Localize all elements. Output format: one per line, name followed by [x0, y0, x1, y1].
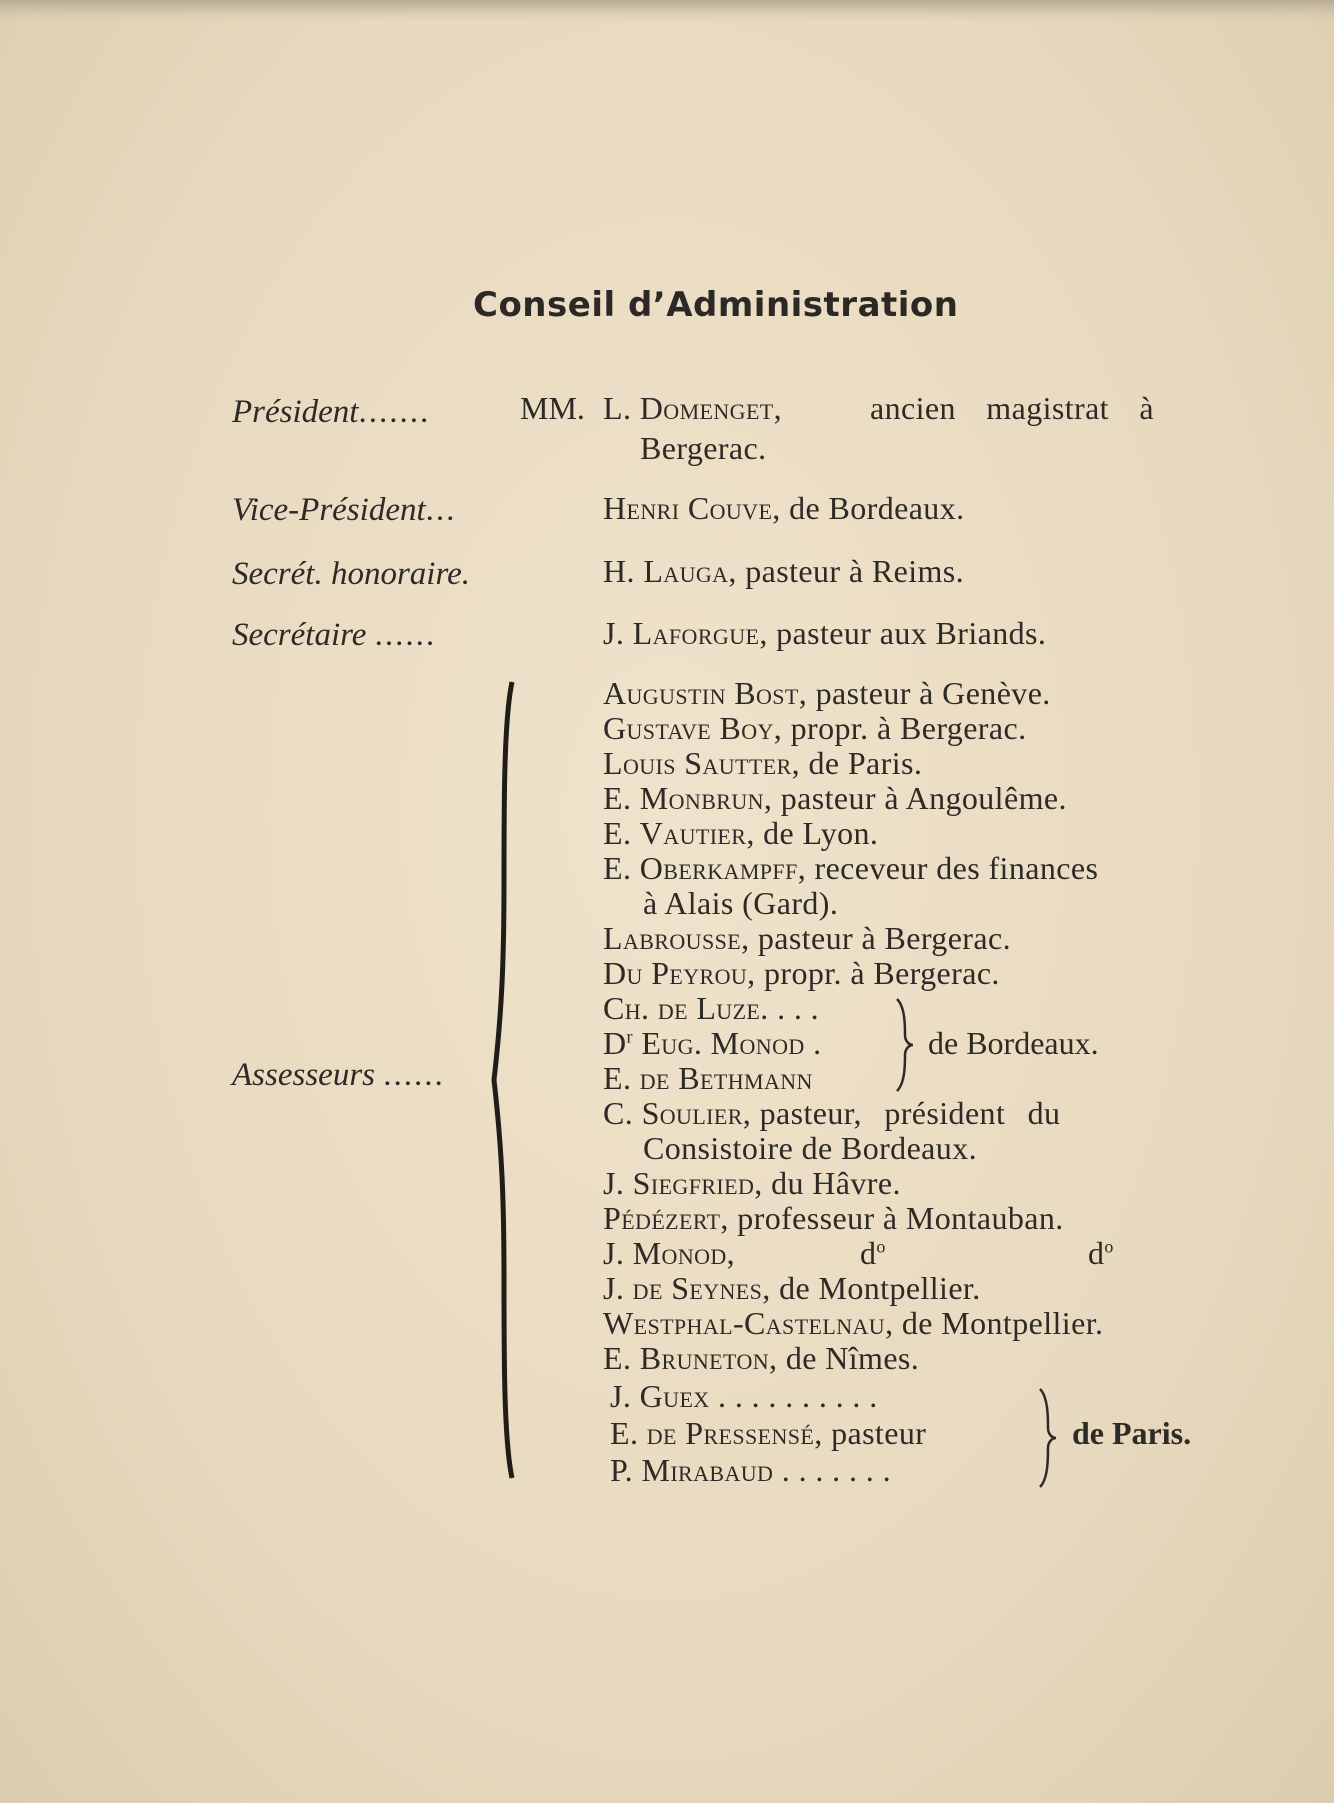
assesseur-initial: E. — [603, 815, 632, 851]
role-vice-president — [232, 492, 456, 529]
vice-president-rest: de Bordeaux. — [789, 490, 965, 526]
assesseur-prefix: $D^r$ — [603, 1025, 633, 1061]
assesseur-initial: P. — [610, 1452, 634, 1488]
assesseur-detail: de Paris. — [808, 745, 923, 781]
secretaire-line — [603, 615, 1046, 652]
assesseur-name: Soulier, — [641, 1095, 752, 1131]
assesseur-name: Guex — [639, 1378, 710, 1414]
assesseur-line — [603, 955, 1000, 992]
president-title: ancien magistrat à — [870, 390, 1154, 426]
assesseur-name: Siegfried, — [632, 1165, 763, 1201]
assesseur-name: Du Peyrou, — [603, 955, 756, 991]
assesseur-line — [603, 1235, 735, 1272]
assesseur-detail: receveur des finances — [814, 850, 1099, 886]
assesseur-initial: E. — [603, 850, 632, 886]
assesseur-detail: pasteur à Angoulême. — [780, 780, 1067, 816]
assesseur-name: Monod, — [632, 1235, 736, 1271]
role-assesseurs — [232, 1057, 445, 1094]
assesseur-line — [603, 1060, 813, 1097]
assesseur-line — [603, 815, 878, 852]
vice-president-line — [603, 490, 965, 527]
assesseur-detail: pasteur à Bergerac. — [757, 920, 1011, 956]
assesseur-detail: . . . — [777, 990, 820, 1026]
role-assesseurs-dots: ...... — [383, 1057, 445, 1093]
assesseur-name: de Pressensé, — [646, 1415, 823, 1451]
paris-group-label: de Paris. — [1072, 1415, 1192, 1451]
assesseur-line — [603, 1270, 981, 1307]
assesseur-line — [603, 1200, 1064, 1237]
assesseur-line — [603, 1165, 901, 1202]
assesseur-detail: pasteur — [831, 1415, 927, 1451]
secretaire-name: Laforgue, — [632, 615, 768, 651]
role-vice-president-dots: ... — [425, 492, 457, 528]
role-vice-president-label: Vice-Président — [232, 492, 426, 528]
role-assesseurs-label: Assesseurs — [232, 1057, 376, 1093]
assesseur-name: Oberkampff, — [639, 850, 807, 886]
assesseur-name: Labrousse, — [603, 920, 750, 956]
assesseur-detail: . . . . . . . — [781, 1452, 891, 1488]
assesseur-line — [603, 675, 1051, 712]
assesseur-line — [603, 1305, 1103, 1342]
page-title: Conseil d’Administration — [473, 285, 959, 325]
assesseur-initial: E. — [610, 1415, 639, 1451]
assesseur-name: de Bethmann — [639, 1060, 813, 1096]
president-line-1 — [603, 390, 782, 427]
assesseur-detail: . . . . . . . . . . — [718, 1378, 878, 1414]
assesseur-name: Eug. Monod — [641, 1025, 805, 1061]
ditto-mark: $d^o$ — [860, 1235, 886, 1271]
assesseur-name: Monbrun, — [639, 780, 773, 816]
assesseur-initial: J. — [603, 1235, 625, 1271]
assesseur-name: Pédézert, — [603, 1200, 729, 1236]
role-secret-honoraire: Secrét. honoraire. — [232, 556, 470, 592]
secret-honoraire-line — [603, 553, 964, 590]
ditto-mark: $d^o$ — [1088, 1235, 1114, 1271]
assesseur-initial: E. — [603, 1340, 632, 1376]
assesseur-detail: pasteur à Genève. — [815, 675, 1051, 711]
assesseur-name: Gustave Boy, — [603, 710, 783, 746]
assesseur-line — [610, 1378, 878, 1415]
role-secretaire — [232, 617, 436, 654]
assesseur-detail: de Montpellier. — [901, 1305, 1104, 1341]
assesseur-detail: pasteur, président du — [759, 1095, 1061, 1131]
role-president-dots: ....... — [358, 394, 431, 430]
assesseur-line — [603, 1025, 821, 1062]
assesseur-initial: J. — [610, 1378, 632, 1414]
assesseur-detail: propr. à Bergerac. — [790, 710, 1027, 746]
role-president — [232, 394, 430, 431]
secret-honoraire-initial: H. — [603, 553, 635, 589]
assesseur-initial: E. — [603, 1060, 632, 1096]
assesseurs-brace — [490, 680, 530, 1480]
assesseur-name: Augustin Bost, — [603, 675, 808, 711]
assesseur-line — [603, 850, 1098, 887]
mm-label: MM. — [520, 390, 585, 426]
assesseur-line — [603, 1340, 919, 1377]
assesseur-detail: . — [813, 1025, 822, 1061]
vice-president-name: Henri Couve, — [603, 490, 781, 526]
president-initial: L. — [603, 390, 632, 426]
role-president-label: Président — [232, 394, 359, 430]
assesseur-initial: C. — [603, 1095, 634, 1131]
assesseur-initial: J. — [603, 1165, 625, 1201]
assesseur-line — [610, 1452, 891, 1489]
assesseur-name: Vautier, — [639, 815, 755, 851]
assesseur-detail: professeur à Montauban. — [737, 1200, 1064, 1236]
assesseur-continuation: Consistoire de Bordeaux. — [643, 1130, 977, 1166]
assesseur-line — [603, 710, 1026, 747]
assesseur-name: Westphal-Castelnau, — [603, 1305, 894, 1341]
president-line-2: Bergerac. — [640, 430, 767, 466]
paris-brace — [1036, 1385, 1060, 1491]
assesseur-name: de Seynes, — [632, 1270, 771, 1306]
assesseur-line — [603, 780, 1067, 817]
assesseur-detail: du Hâvre. — [771, 1165, 901, 1201]
assesseur-name: Louis Sautter, — [603, 745, 801, 781]
assesseur-line — [603, 990, 819, 1027]
role-secretaire-label: Secrétaire — [232, 617, 367, 653]
page-edge-shadow — [0, 0, 1334, 22]
assesseur-line — [603, 745, 922, 782]
assesseur-detail: de Montpellier. — [779, 1270, 981, 1306]
assesseur-initial: E. — [603, 780, 632, 816]
assesseur-continuation: à Alais (Gard). — [643, 885, 839, 921]
secretaire-rest: pasteur aux Briands. — [776, 615, 1047, 651]
assesseur-line — [603, 1095, 1060, 1132]
assesseur-name: Ch. de Luze. — [603, 990, 769, 1026]
assesseur-detail: de Nîmes. — [785, 1340, 920, 1376]
role-secretaire-dots: ...... — [374, 617, 437, 653]
assesseur-detail: de Lyon. — [763, 815, 879, 851]
bordeaux-brace — [893, 995, 917, 1095]
bordeaux-group-label: de Bordeaux. — [928, 1025, 1099, 1061]
president-name: Domenget, — [639, 390, 783, 426]
assesseur-line — [603, 920, 1011, 957]
assesseur-initial: J. — [603, 1270, 625, 1306]
secret-honoraire-rest: pasteur à Reims. — [745, 553, 965, 589]
secretaire-initial: J. — [603, 615, 625, 651]
secret-honoraire-name: Lauga, — [643, 553, 737, 589]
assesseur-name: Mirabaud — [641, 1452, 774, 1488]
assesseur-detail: propr. à Bergerac. — [763, 955, 1000, 991]
assesseur-line — [610, 1415, 926, 1452]
assesseur-name: Bruneton, — [639, 1340, 778, 1376]
